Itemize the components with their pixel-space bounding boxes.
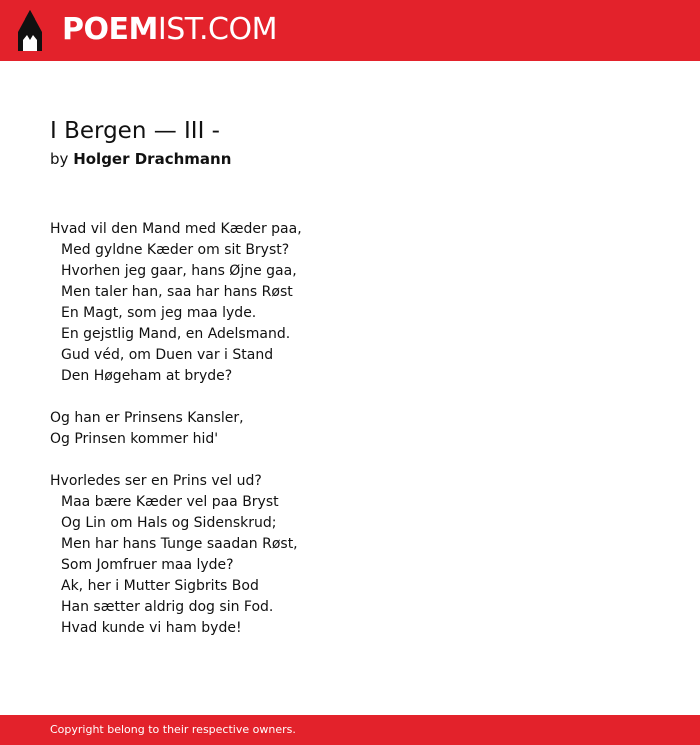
stanza	[50, 471, 302, 639]
poem-line: En gejstlig Mand, en Adelsmand.	[61, 326, 291, 342]
logo-light-text: IST.COM	[157, 12, 277, 47]
poem-heading	[50, 115, 670, 171]
byline	[50, 147, 670, 171]
site-header	[0, 0, 700, 61]
stanza	[50, 408, 302, 450]
site-footer	[0, 715, 700, 745]
poem-line: Maa bære Kæder vel paa Bryst	[61, 494, 279, 510]
poem-line: Hvorledes ser en Prins vel ud?	[50, 473, 262, 489]
poem-line: Men har hans Tunge saadan Røst,	[61, 536, 298, 552]
poem-line: Gud véd, om Duen var i Stand	[61, 347, 274, 363]
stanza-gap	[50, 450, 302, 471]
poem-line: Hvad vil den Mand med Kæder paa,	[50, 221, 302, 237]
poem-line: Og han er Prinsens Kansler,	[50, 410, 244, 426]
poem-line: Den Høgeham at bryde?	[61, 368, 233, 384]
poem-line: Han sætter aldrig dog sin Fod.	[61, 599, 274, 615]
stanza-gap	[50, 387, 302, 408]
poem-body	[50, 219, 302, 639]
poem-line: Og Prinsen kommer hid'	[50, 431, 219, 447]
poem-line: En Magt, som jeg maa lyde.	[61, 305, 257, 321]
author-link[interactable]: Holger Drachmann	[73, 150, 232, 168]
poem-line: Hvorhen jeg gaar, hans Øjne gaa,	[61, 263, 297, 279]
poem-line: Som Jomfruer maa lyde?	[61, 557, 234, 573]
poem-line: Ak, her i Mutter Sigbrits Bod	[61, 578, 259, 594]
pencil-tip-icon[interactable]	[18, 10, 42, 51]
poem-title: I Bergen — III -	[50, 118, 220, 144]
logo-bold-text: POEM	[62, 12, 158, 47]
by-label: by	[50, 150, 69, 168]
poem-line: Men taler han, saa har hans Røst	[61, 284, 293, 300]
copyright-text: Copyright belong to their respective owners.	[50, 723, 296, 736]
poem-line: Og Lin om Hals og Sidenskrud;	[61, 515, 277, 531]
poem-line: Hvad kunde vi ham byde!	[61, 620, 242, 636]
poem-line: Med gyldne Kæder om sit Bryst?	[61, 242, 290, 258]
stanza	[50, 219, 302, 387]
site-logo[interactable]	[62, 12, 277, 48]
